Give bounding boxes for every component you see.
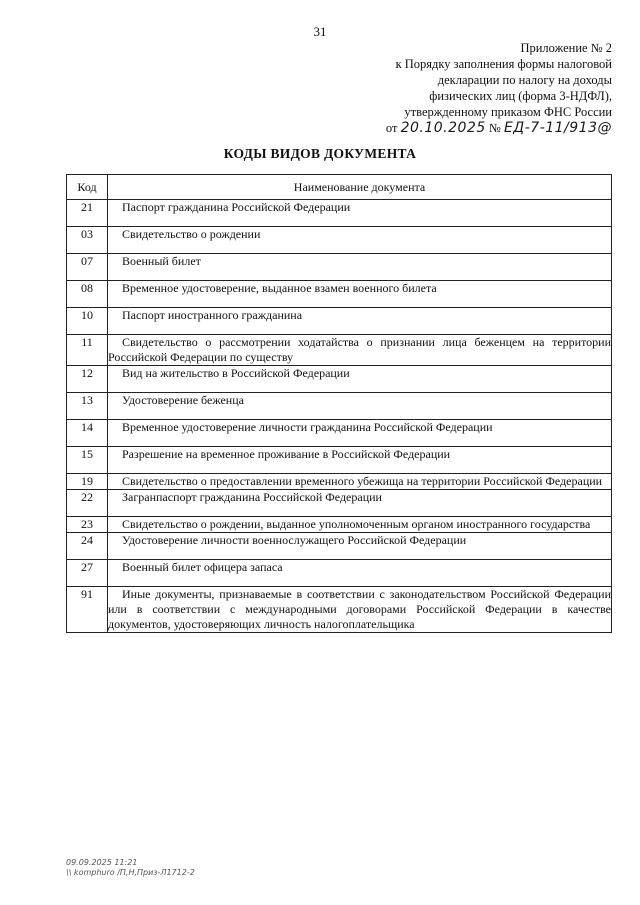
table-row <box>67 227 612 254</box>
header-name: Наименование документа <box>108 175 612 200</box>
row-code: 03 <box>67 227 108 254</box>
print-footer <box>66 858 195 878</box>
annex-header <box>282 40 612 136</box>
row-name: Свидетельство о рассмотрении ходатайства о признании лица беженцем на территории Российской Федерации по существу <box>108 335 611 364</box>
annex-line: Приложение № 2 <box>520 41 612 55</box>
row-name: Удостоверение беженца <box>108 393 612 420</box>
table-row <box>67 474 612 490</box>
footer-timestamp: 09.09.2025 11:21 <box>66 858 138 867</box>
table-row <box>67 200 612 227</box>
table-row <box>67 447 612 474</box>
table-row <box>67 281 612 308</box>
order-date-handwritten: 20.10.2025 <box>400 120 486 136</box>
annex-line: физических лиц (форма 3-НДФЛ), <box>429 89 612 103</box>
order-number-handwritten: ЕД-7-11/913@ <box>503 120 612 136</box>
row-name: Свидетельство о рождении <box>108 227 612 254</box>
row-name: Вид на жительство в Российской Федерации <box>108 366 612 393</box>
row-code: 19 <box>67 474 108 490</box>
row-name: Удостоверение личности военнослужащего Российской Федерации <box>108 533 612 560</box>
annex-line: к Порядку заполнения формы налоговой <box>395 57 612 71</box>
row-code: 12 <box>67 366 108 393</box>
row-code: 24 <box>67 533 108 560</box>
row-name: Военный билет офицера запаса <box>108 560 612 587</box>
row-code: 91 <box>67 587 108 633</box>
row-code: 27 <box>67 560 108 587</box>
document-codes-table <box>66 174 612 633</box>
document-title: КОДЫ ВИДОВ ДОКУМЕНТА <box>223 146 417 161</box>
row-code: 23 <box>67 517 108 533</box>
table-header-row <box>67 175 612 200</box>
row-code: 22 <box>67 490 108 517</box>
table-row <box>67 587 612 633</box>
order-number-sign: № <box>488 121 501 135</box>
row-name: Свидетельство о предоставлении временного убежища на территории Российской Федерации <box>108 474 612 490</box>
table-row <box>67 420 612 447</box>
row-name: Военный билет <box>108 254 612 281</box>
row-name: Паспорт гражданина Российской Федерации <box>108 200 612 227</box>
table-row <box>67 393 612 420</box>
row-name: Временное удостоверение личности гражданина Российской Федерации <box>108 420 612 447</box>
table-row <box>67 533 612 560</box>
row-name: Загранпаспорт гражданина Российской Федерации <box>108 490 612 517</box>
table-row <box>67 254 612 281</box>
table-row <box>67 335 612 366</box>
row-code: 15 <box>67 447 108 474</box>
row-name: Разрешение на временное проживание в Российской Федерации <box>108 447 612 474</box>
order-line <box>282 120 612 136</box>
table-row <box>67 490 612 517</box>
row-code: 14 <box>67 420 108 447</box>
table-row <box>67 308 612 335</box>
annex-line: декларации по налогу на доходы <box>437 73 612 87</box>
table-row <box>67 560 612 587</box>
annex-line: утвержденному приказом ФНС России <box>404 105 612 119</box>
row-name: Иные документы, признаваемые в соответствии с законодательством Российской Федерации или в соответствии с международными договорами Российской Федерации в качестве документов, удостоверяющих личность налогоплательщика <box>108 587 611 631</box>
row-code: 21 <box>67 200 108 227</box>
row-name: Паспорт иностранного гражданина <box>108 308 612 335</box>
table-row <box>67 366 612 393</box>
row-code: 08 <box>67 281 108 308</box>
row-code: 07 <box>67 254 108 281</box>
row-code: 10 <box>67 308 108 335</box>
header-code: Код <box>67 175 108 200</box>
order-prefix: от <box>385 121 398 135</box>
footer-file-path: \\ komphuro /П,Н,Приз-Л1712-2 <box>66 868 195 877</box>
row-code: 13 <box>67 393 108 420</box>
table-row <box>67 517 612 533</box>
page-number: 31 <box>313 24 327 39</box>
row-name: Временное удостоверение, выданное взамен военного билета <box>108 281 612 308</box>
row-code: 11 <box>67 335 108 366</box>
row-name: Свидетельство о рождении, выданное уполномоченным органом иностранного государства <box>108 517 612 533</box>
